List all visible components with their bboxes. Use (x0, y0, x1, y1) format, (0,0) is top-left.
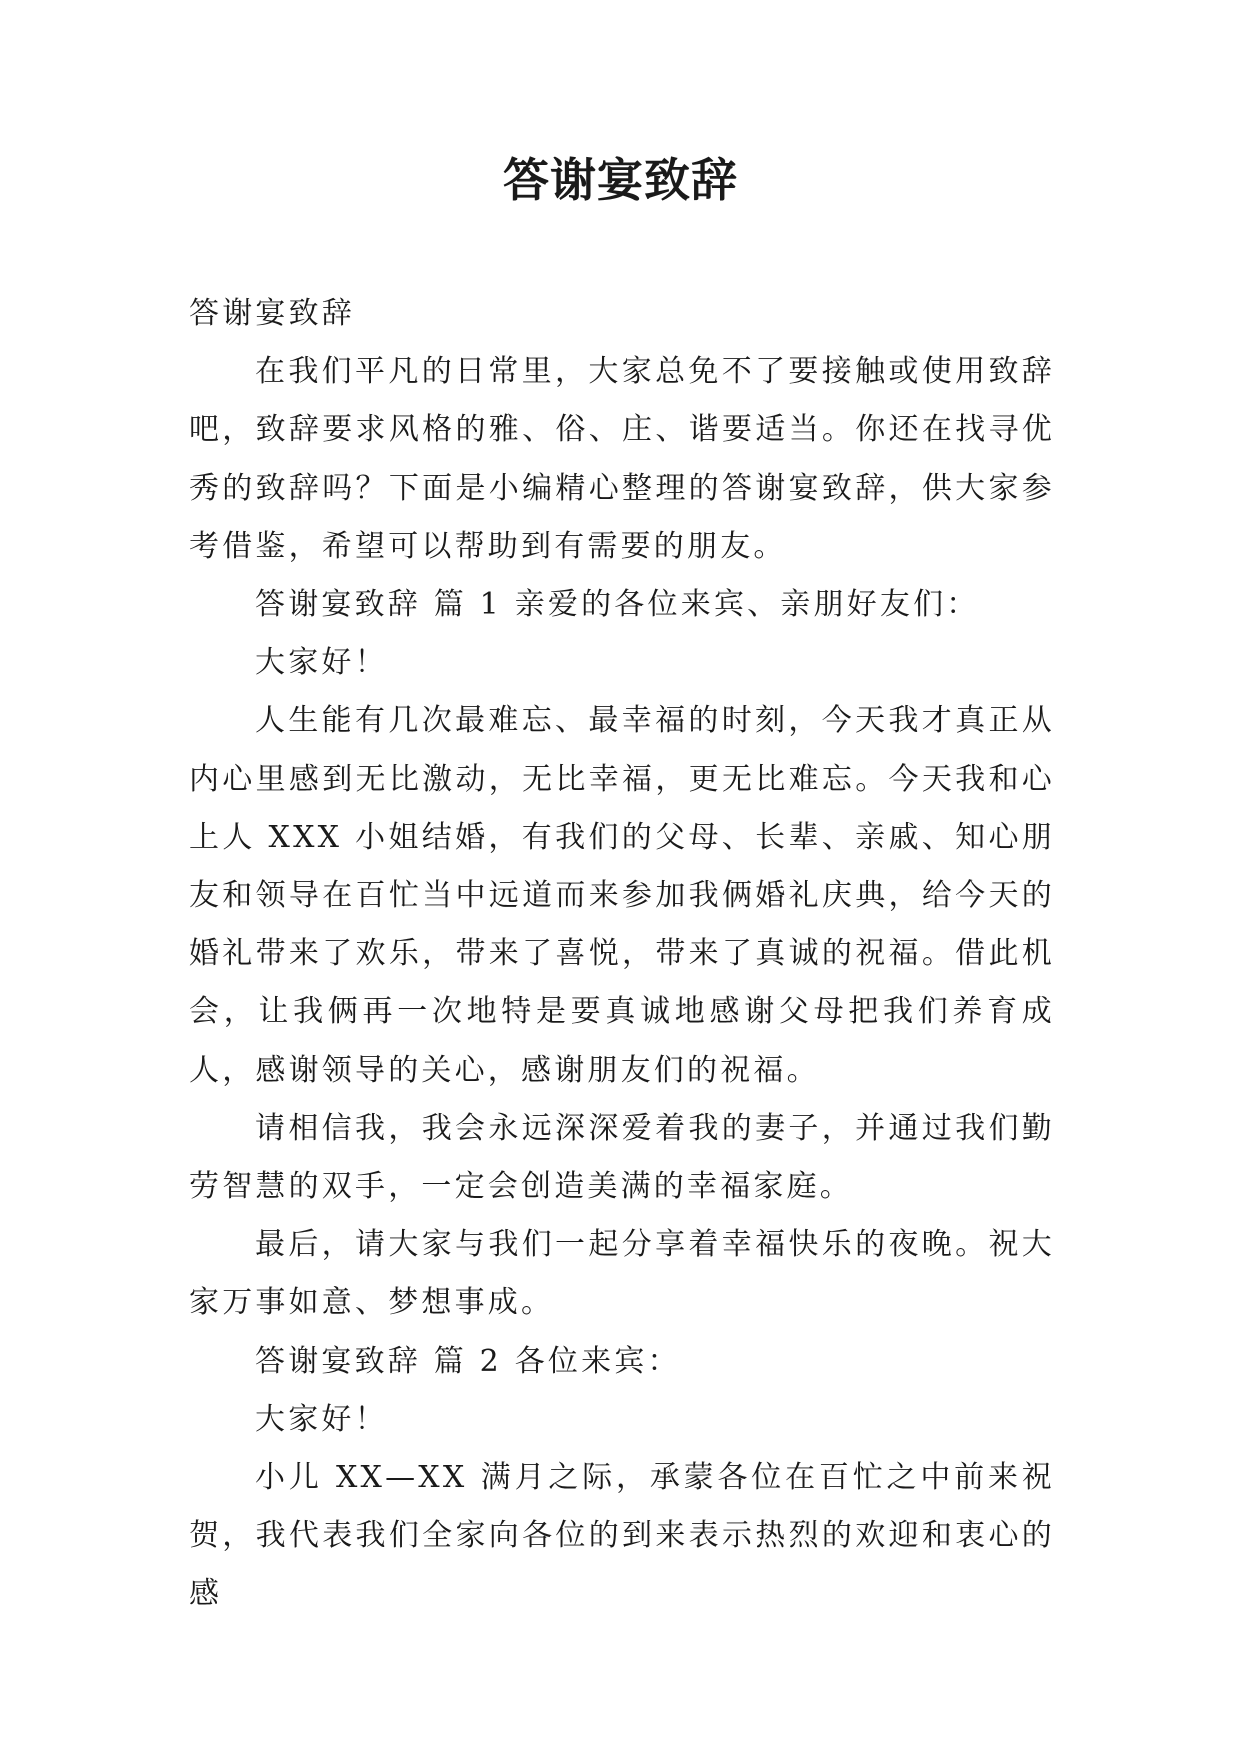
intro-paragraph: 在我们平凡的日常里，大家总免不了要接触或使用致辞吧，致辞要求风格的雅、俗、庄、谐要适当。你还在找寻优秀的致辞吗？下面是小编精心整理的答谢宴致辞，供大家参考借鉴，希望可以帮助到有需要的朋友。 (189, 354, 1055, 564)
speech-1-greeting: 大家好！ (255, 645, 388, 681)
speech-1-paragraph: 请相信我，我会永远深深爱着我的妻子，并通过我们勤劳智慧的双手，一定会创造美满的幸福家庭。 (189, 1110, 1055, 1205)
subtitle-paragraph: 答谢宴致辞 (189, 296, 355, 331)
speech-2-heading: 答谢宴致辞 篇 2 各位来宾： (255, 1343, 681, 1379)
document-title: 答谢宴致辞 (503, 153, 738, 207)
document-body (189, 285, 1055, 1624)
speech-1-paragraph: 人生能有几次最难忘、最幸福的时刻，今天我才真正从内心里感到无比激动，无比幸福，更无比难忘。今天我和心上人 XXX 小姐结婚，有我们的父母、长辈、亲戚、知心朋友和领导在百忙当中远道而来参加我俩婚礼庆典，给今天的婚礼带来了欢乐，带来了喜悦，带来了真诚的祝福。借此机会，让我俩再一次地特是要真诚地感谢父母把我们养育成人，感谢领导的关心，感谢朋友们的祝福。 (189, 703, 1055, 1088)
speech-2-paragraph: 小儿 XX—XX 满月之际，承蒙各位在百忙之中前来祝贺，我代表我们全家向各位的到来表示热烈的欢迎和衷心的感 (189, 1460, 1055, 1612)
speech-1-heading: 答谢宴致辞 篇 1 亲爱的各位来宾、亲朋好友们： (255, 587, 980, 623)
speech-1-paragraph: 最后，请大家与我们一起分享着幸福快乐的夜晚。祝大家万事如意、梦想事成。 (189, 1227, 1055, 1321)
speech-2-greeting: 大家好！ (255, 1401, 388, 1437)
